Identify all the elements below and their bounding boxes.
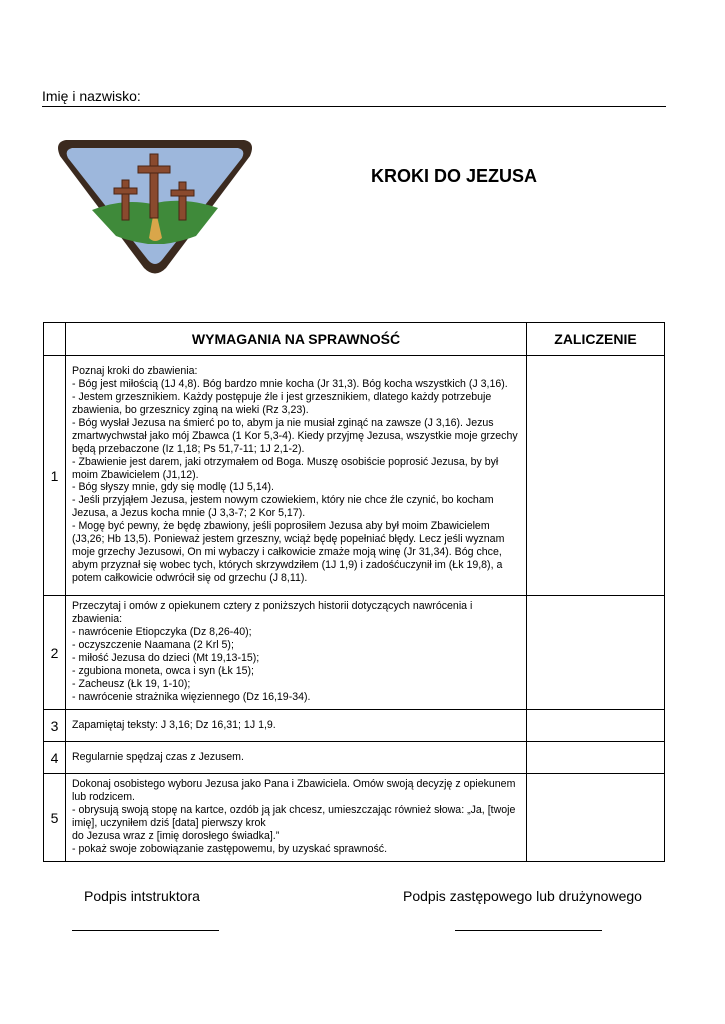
row-content [66, 774, 527, 862]
row-content [66, 356, 527, 596]
header-requirements: WYMAGANIA NA SPRAWNOŚĆ [66, 323, 527, 356]
completion-cell[interactable] [527, 742, 665, 774]
content-line: Przeczytaj i omów z opiekunem cztery z poniższych historii dotyczących nawrócenia i zbawienia: [72, 600, 473, 626]
content-line: - Bóg jest miłością (1J 4,8). Bóg bardzo mnie kocha (Jr 31,3). Bóg kocha wszystkich (J 3,16). [72, 378, 508, 391]
table-row [44, 774, 665, 862]
header-completion: ZALICZENIE [527, 323, 665, 356]
table-row [44, 356, 665, 596]
page-title: KROKI DO JEZUSA [371, 166, 538, 186]
content-line: do Jezusa wraz z [imię dorosłego świadka].” [72, 829, 280, 842]
content-line: - Zacheusz (Łk 19, 1-10); [72, 677, 191, 690]
content-line: - nawrócenie strażnika więziennego (Dz 16,19-34). [72, 690, 311, 703]
row-content [66, 710, 527, 742]
content-line: - obrysują swoją stopę na kartce, ozdób ją jak chcesz, umieszczając również słowa: „Ja, [twoje imię], uczyniłem dziś [data] pierwszy krok [72, 804, 516, 829]
completion-cell[interactable] [527, 774, 665, 862]
content-line: Poznaj kroki do zbawienia: [72, 365, 198, 378]
name-field-row [42, 86, 666, 107]
row-number: 5 [44, 774, 66, 862]
completion-cell[interactable] [527, 710, 665, 742]
content-line: - nawrócenie Etiopczyka (Dz 8,26-40); [72, 626, 252, 639]
name-label: Imię i nazwisko: [42, 88, 141, 104]
table-row [44, 710, 665, 742]
completion-cell[interactable] [527, 356, 665, 596]
content-line: - Jestem grzesznikiem. Każdy postępuje źle i jest grzesznikiem, dlatego każdy potrzebuje zbawienia, bo grzesznicy zginą na wieki (Rz 3,23). [72, 391, 492, 417]
table-header-row [44, 323, 665, 356]
row-number: 1 [44, 356, 66, 596]
content-line: - pokaż swoje zobowiązanie zastępowemu, by uzyskać sprawność. [72, 842, 388, 855]
content-line: - Bóg wysłał Jezusa na śmierć po to, abym ja nie musiał zginąć na zawsze (J 3,16). Jezus zmartwychwstał jako mój Zbawca (1 Kor 5,3-4). Kiedy przyjmę Jezusa, wszystkie moje grzechy będą przebaczone (Iz 1,18; Ps 51,7-11; 1J 2,1-2). [72, 416, 518, 455]
content-line: Regularnie spędzaj czas z Jezusem. [72, 750, 244, 763]
completion-cell[interactable] [527, 596, 665, 710]
content-line: Dokonaj osobistego wyboru Jezusa jako Pana i Zbawiciela. Omów swoją decyzję z opiekunem lub rodzicem. [72, 778, 516, 804]
content-line: Zapamiętaj teksty: J 3,16; Dz 16,31; 1J 1,9. [72, 718, 276, 731]
table-row [44, 742, 665, 774]
content-line: - zgubiona moneta, owca i syn (Łk 15); [72, 664, 254, 677]
requirements-table [43, 322, 665, 862]
content-line: - Mogę być pewny, że będę zbawiony, jeśli poprosiłem Jezusa aby był moim Zbawicielem (J3,26; Hb 13,5). Ponieważ jestem grzeszny, wciąż będę popełniać błędy. Lecz jeśli wyznam moje grzechy Jezusowi, On mi wybaczy i całkowicie zmaże moją winę (Jr 31,34). Bóg chce, abym przyznał się wobec tych, których skrzywdziłem (1J 1,9) i zadośćuczynił im (Łk 19,8), a potem całkowicie odwrócił się od grzechu (J 8,11). [72, 520, 505, 584]
row-content [66, 742, 527, 774]
content-line: - Jeśli przyjąłem Jezusa, jestem nowym czowiekiem, który nie chce źle czynić, bo kocham Jezusa, a Jezus kocha mnie (J 3,3-7; 2 Kor 5,17). [72, 494, 494, 520]
row-number: 3 [44, 710, 66, 742]
instructor-signature-line[interactable] [72, 930, 219, 931]
badge-three-crosses-icon [52, 132, 258, 274]
leader-signature-label: Podpis zastępowego lub drużynowego [403, 888, 642, 904]
table-row [44, 596, 665, 710]
row-number: 2 [44, 596, 66, 710]
content-line: - miłość Jezusa do dzieci (Mt 19,13-15); [72, 652, 260, 664]
instructor-signature-label: Podpis intstruktora [84, 888, 200, 904]
row-content [66, 596, 527, 710]
content-line: - Bóg słyszy mnie, gdy się modlę (1J 5,14). [72, 481, 274, 494]
content-line: - oczyszczenie Naamana (2 Krl 5); [72, 639, 234, 652]
row-number: 4 [44, 742, 66, 774]
content-line: - Zbawienie jest darem, jaki otrzymałem od Boga. Muszę osobiście poprosić Jezusa, by był moim Zbawicielem (J1,12). [72, 455, 499, 481]
leader-signature-line[interactable] [455, 930, 602, 931]
header-number [44, 323, 66, 356]
